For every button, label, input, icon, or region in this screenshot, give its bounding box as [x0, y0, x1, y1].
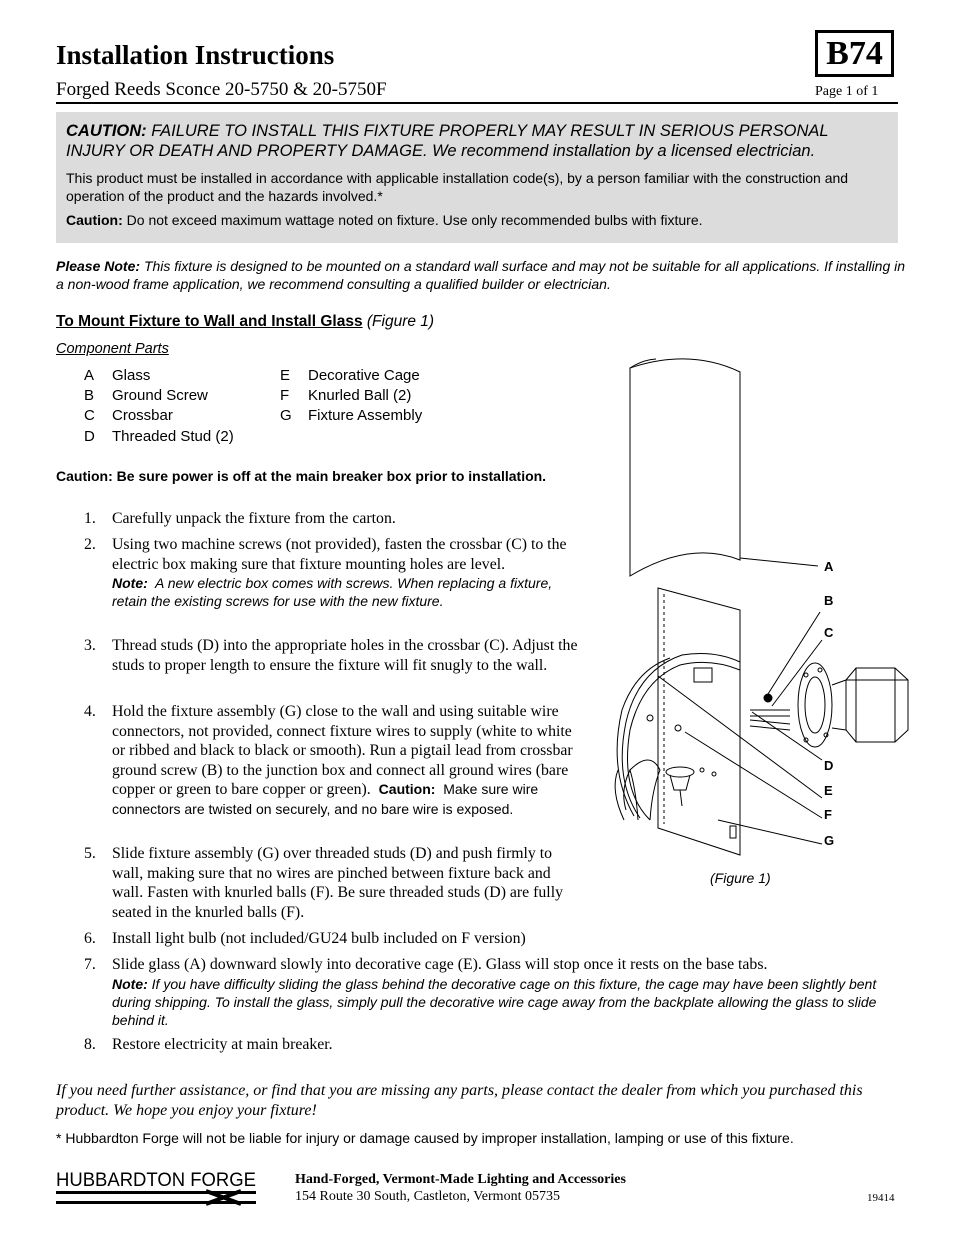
liability-disclaimer: * Hubbardton Forge will not be liable for injury or damage caused by improper installation, lamping or use of this fixture.: [56, 1130, 794, 1146]
footer-tagline: Hand-Forged, Vermont-Made Lighting and Accessories: [295, 1172, 626, 1187]
figure-label-c: C: [824, 625, 834, 640]
page-number: Page 1 of 1: [815, 84, 879, 99]
step-item: [84, 636, 584, 675]
step-number: 6.: [84, 930, 96, 947]
note-text: A new electric box comes with screws. When replacing a fixture, retain the existing screws for use with the new fixture.: [112, 575, 553, 610]
part-name: Knurled Ball (2): [308, 387, 412, 404]
step-number: 5.: [84, 845, 96, 862]
step-item: [84, 844, 584, 922]
part-letter: G: [280, 407, 292, 424]
header-rule: [56, 102, 898, 104]
step-item: [84, 535, 584, 610]
fixture-diagram: [590, 350, 920, 860]
section-title: To Mount Fixture to Wall and Install Glass: [56, 313, 363, 330]
part-item: [84, 407, 173, 424]
part-letter: F: [280, 387, 290, 404]
step-text: Install light bulb (not included/GU24 bulb included on F version): [112, 930, 526, 947]
closing-text: If you need further assistance, or find that you are missing any parts, please contact the dealer from which you purchased this product. We hope you enjoy your fixture!: [56, 1082, 863, 1119]
step-number: 3.: [84, 637, 96, 654]
step-text: Hold the fixture assembly (G) close to the wall and using suitable wire connectors, not provided, connect fixture wires to supply (white to white or ribbed and black to black or smooth). Run a pigtail lead from crossbar ground screw (B) to the junction box and connect all ground wires (bare copper or green to bare copper or green).: [112, 703, 573, 799]
part-letter: B: [84, 387, 95, 404]
step-text: Slide fixture assembly (G) over threaded studs (D) and push firmly to wall, making sure that no wires are pinched between fixture back and wall. Fasten with knurled balls (F). Be sure threaded studs (D) are fully seated in the knurled balls (F).: [112, 845, 563, 921]
part-item: [280, 387, 411, 404]
please-note-label: Please Note:: [56, 258, 141, 274]
page-title: Installation Instructions: [56, 40, 335, 70]
step-item: [84, 955, 904, 1029]
part-name: Threaded Stud (2): [112, 428, 234, 445]
step-item: [84, 702, 584, 820]
figure-label-g: G: [824, 833, 835, 848]
step-number: 1.: [84, 510, 96, 527]
figure-caption: (Figure 1): [710, 870, 771, 886]
figure-label-b: B: [824, 593, 834, 608]
document-code-box: B74: [815, 30, 894, 77]
figure-label-f: F: [824, 807, 832, 822]
step-text: Thread studs (D) into the appropriate holes in the crossbar (C). Adjust the studs to proper length to ensure the fixture will fit snugly to the wall.: [112, 637, 578, 674]
part-name: Crossbar: [112, 407, 173, 424]
step-text: Restore electricity at main breaker.: [112, 1036, 333, 1053]
caution-text: FAILURE TO INSTALL THIS FIXTURE PROPERLY MAY RESULT IN SERIOUS PERSONAL INJURY OR DEATH AND PROPERTY DAMAGE. We recommend installation by a licensed electrician.: [66, 122, 829, 160]
part-name: Decorative Cage: [308, 367, 420, 384]
step-text: Slide glass (A) downward slowly into decorative cage (E). Glass will stop once it rests on the base tabs.: [112, 956, 768, 973]
part-letter: A: [84, 367, 95, 384]
power-off-caution: Caution: Be sure power is off at the main breaker box prior to installation.: [56, 468, 547, 484]
svg-text:HUBBARDTON FORGE: HUBBARDTON FORGE: [56, 1170, 256, 1191]
part-name: Ground Screw: [112, 387, 208, 404]
step-note: [112, 574, 584, 610]
step-number: 8.: [84, 1036, 96, 1053]
step-item: [84, 509, 584, 529]
note-label: Note:: [112, 975, 148, 992]
step-number: 4.: [84, 703, 96, 720]
figure-label-e: E: [824, 783, 833, 798]
part-letter: C: [84, 407, 95, 424]
component-parts-heading: Component Parts: [56, 341, 169, 357]
section-heading: [56, 313, 434, 331]
step-number: 2.: [84, 536, 96, 553]
step-number: 7.: [84, 956, 96, 973]
please-note-text: This fixture is designed to be mounted on a standard wall surface and may not be suitable for all applications. If installing in a non-wood frame application, we recommend consulting a qualified builder or electrician.: [56, 258, 906, 292]
caution-box: [56, 112, 898, 243]
caution-label: CAUTION:: [66, 122, 147, 140]
wattage-caution: [66, 211, 888, 229]
step-text: Using two machine screws (not provided), fasten the crossbar (C) to the electric box making sure that fixture mounting holes are level.: [112, 536, 567, 573]
hubbardton-forge-logo: [56, 1167, 266, 1209]
part-letter: D: [84, 428, 95, 445]
caution-main: [66, 121, 888, 161]
caution-inline-text: Make sure wire connectors are twisted on securely, and no bare wire is exposed.: [112, 781, 539, 817]
part-name: Glass: [112, 367, 151, 384]
figure-label-a: A: [824, 559, 834, 574]
please-note: [56, 257, 906, 293]
part-item: [84, 428, 234, 445]
step-item: [84, 1035, 584, 1055]
caution-inline-label: Caution:: [378, 781, 436, 798]
part-item: [84, 387, 208, 404]
product-subtitle: Forged Reeds Sconce 20-5750 & 20-5750F: [56, 79, 387, 100]
wattage-caution-label: Caution:: [66, 212, 123, 228]
code-compliance-text: This product must be installed in accordance with applicable installation code(s), by a person familiar with the construction and operation of the product and the hazards involved.*: [66, 170, 849, 204]
footer-code: 19414: [867, 1192, 895, 1204]
figure-label-d: D: [824, 758, 834, 773]
part-item: [84, 367, 150, 384]
part-name: Fixture Assembly: [308, 407, 423, 424]
section-figure-ref: (Figure 1): [366, 313, 435, 330]
step-text: Carefully unpack the fixture from the carton.: [112, 510, 396, 527]
step-note: [112, 975, 904, 1029]
part-item: [280, 407, 422, 424]
wattage-caution-text: Do not exceed maximum wattage noted on fixture. Use only recommended bulbs with fixture.: [126, 212, 703, 228]
note-text: If you have difficulty sliding the glass behind the decorative cage on this fixture, the cage may have been slightly bent during shipping. To install the glass, simply pull the decorative wire cage away from the backplate allowing the glass to slide behind it.: [112, 975, 877, 1028]
note-label: Note:: [112, 575, 148, 592]
part-item: [280, 367, 420, 384]
step-item: [84, 929, 904, 949]
footer-address: 154 Route 30 South, Castleton, Vermont 05735: [295, 1189, 560, 1204]
part-letter: E: [280, 367, 291, 384]
